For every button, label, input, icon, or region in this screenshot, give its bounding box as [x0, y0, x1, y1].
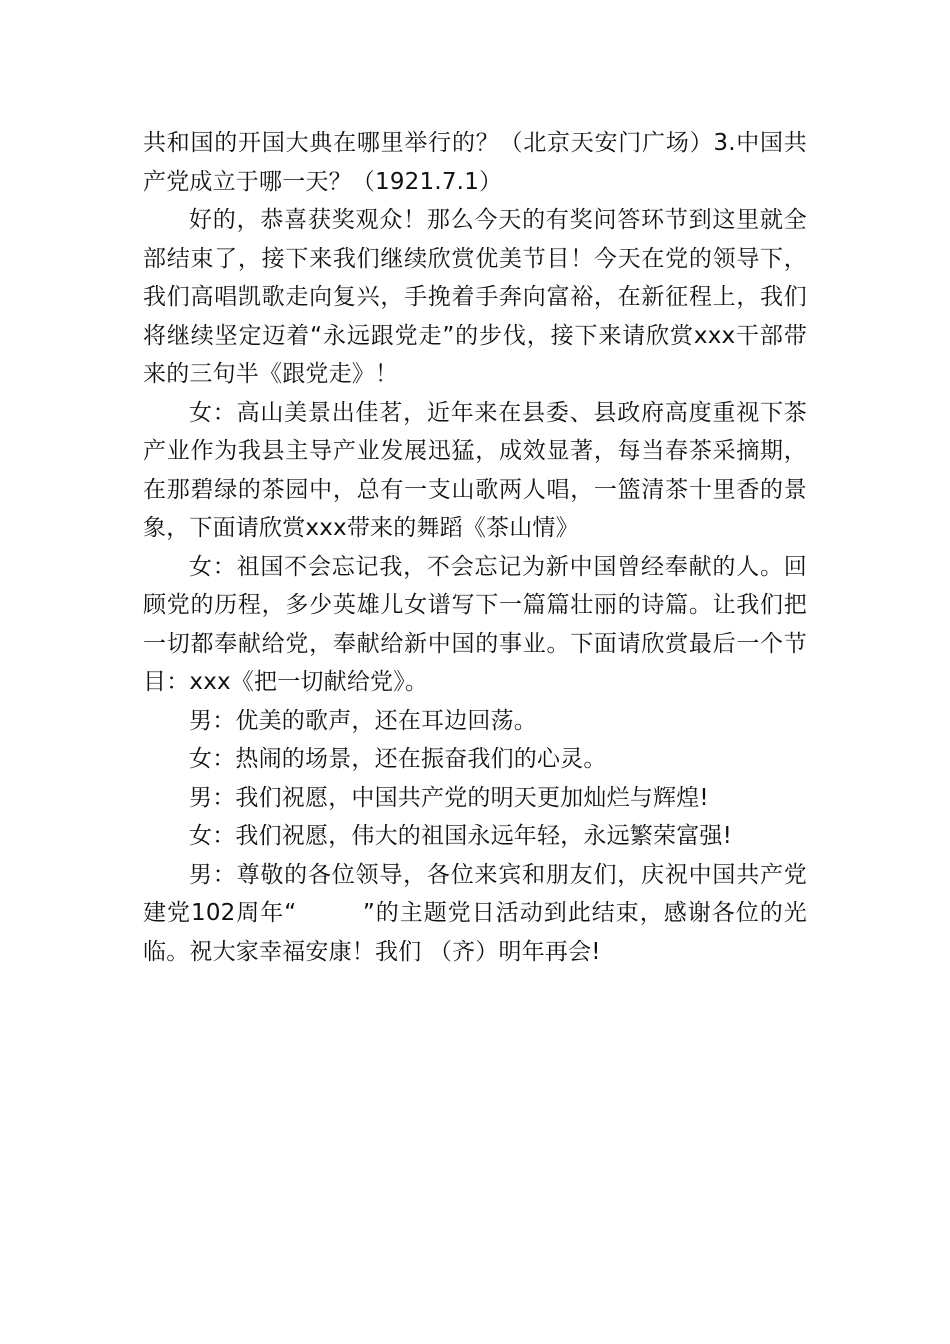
dialogue-line: 女：我们祝愿，伟大的祖国永远年轻，永远繁荣富强!: [189, 823, 733, 849]
dialogue-line: 男：优美的歌声，还在耳边回荡。: [189, 707, 537, 734]
paragraph-quiz-closing: 好的，恭喜获奖观众！那么今天的有奖问答环节到这里就全部结束了，接下来我们继续欣赏优美节目！今天在党的领导下，我们高唱凯歌走向复兴，手挽着手奔向富裕，在新征程上，我们将继续坚定迈着“永远跟党走”的步伐，接下来请欣赏xxx干部带来的三句半《跟党走》！: [143, 207, 807, 387]
paragraph-final-program: 女：祖国不会忘记我，不会忘记为新中国曾经奉献的人。回顾党的历程，多少英雄儿女谱写下一篇篇壮丽的诗篇。让我们把一切都奉献给党，奉献给新中国的事业。下面请欣赏最后一个节目：xxx《把一切献给党》。: [143, 553, 807, 695]
document-body: [143, 124, 807, 971]
paragraph-tea-dance: 女：高山美景出佳茗，近年来在县委、县政府高度重视下茶产业作为我县主导产业发展迅猛，成效显著，每当春茶采摘期，在那碧绿的茶园中，总有一支山歌两人唱，一篮清茶十里香的景象，下面请欣赏xxx带来的舞蹈《茶山情》: [143, 399, 807, 541]
dialogue-line: 女：热闹的场景，还在振奋我们的心灵。: [189, 746, 607, 772]
paragraph-quiz-answers: 共和国的开国大典在哪里举行的？（北京天安门广场）3.中国共产党成立于哪一天？（1921.7.1）: [143, 130, 807, 195]
paragraph-closing-remarks: 男：尊敬的各位领导，各位来宾和朋友们，庆祝中国共产党建党102周年“ ”的主题党日活动到此结束，感谢各位的光临。祝大家幸福安康！我们 （齐）明年再会!: [143, 861, 807, 965]
dialogue-line: 男：我们祝愿，中国共产党的明天更加灿烂与辉煌!: [189, 784, 709, 811]
